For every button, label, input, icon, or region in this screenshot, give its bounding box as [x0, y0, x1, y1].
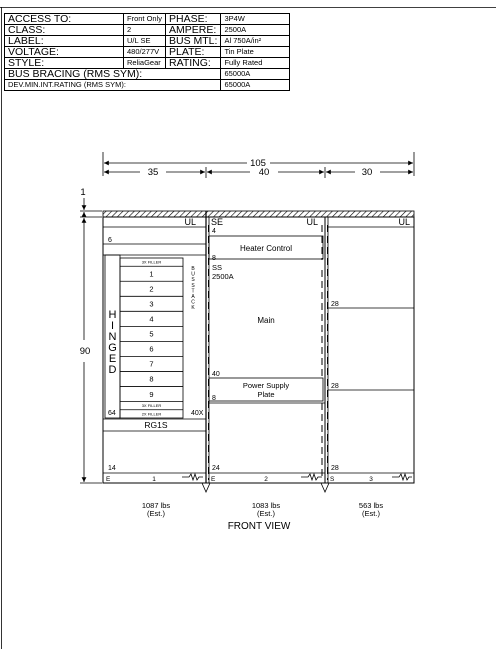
section-1 [103, 217, 206, 483]
busmtl-label: BUS MTL: [166, 36, 221, 47]
breaker-stack [120, 258, 183, 418]
hinged-label: H I N G E D [108, 309, 117, 376]
section-3-bottom-letter: S [330, 476, 335, 483]
section-2-number-40: 40 [212, 371, 220, 378]
base-marker-icon [321, 483, 329, 492]
ampere-label: AMPERE: [166, 25, 221, 36]
phase-value: 3P4W [221, 14, 290, 25]
section-2-number-8-top: 8 [212, 255, 216, 262]
section-1-bottom-letter: E [106, 476, 111, 483]
stack-row-label: 9 [149, 389, 154, 399]
power-supply-label: Power Supply [242, 381, 290, 390]
base-marker-icon [202, 483, 210, 492]
bus-stack-label: B U S S T A C K [191, 266, 195, 312]
busmtl-value: Al 750A/in² [221, 36, 290, 47]
label-value: U/L SE [124, 36, 166, 47]
stack-row-label: 2 [149, 284, 154, 294]
section-3 [328, 217, 415, 483]
section-width-3: 30 [361, 167, 373, 178]
devmin-value: 65000A [221, 80, 290, 91]
section-1-lower-right-number: 40X [191, 410, 204, 417]
top-clearance-label: 1 [80, 187, 86, 198]
section-3-bottom-number: 28 [331, 465, 339, 472]
section-1-ul-label: UL [184, 217, 196, 227]
ground-symbol-icon [301, 474, 322, 480]
section-2-bottom-number: 24 [212, 465, 220, 472]
voltage-label: VOLTAGE: [5, 47, 124, 58]
dimension-top-clearance [80, 187, 102, 217]
heater-control-label: Heater Control [239, 244, 293, 253]
ss-amp-label: 2500A [212, 272, 234, 281]
style-value: ReliaGear [124, 58, 166, 69]
section-1-number: 1 [152, 476, 156, 483]
ground-symbol-icon [182, 474, 203, 480]
hinged-door [105, 255, 120, 418]
plate-label: PLATE: [166, 47, 221, 58]
class-label: CLASS: [5, 25, 124, 36]
stack-row-label: 6 [149, 344, 154, 354]
section-1-bottom-number: 14 [108, 465, 116, 472]
section-2-weight-note: (Est.) [257, 509, 275, 518]
label-label: LABEL: [5, 36, 124, 47]
section-2-number: 2 [264, 476, 268, 483]
power-supply-plate-label: Plate [257, 390, 275, 399]
base-markers [202, 483, 329, 492]
ampere-value: 2500A [221, 25, 290, 36]
section-1-weight-note: (Est.) [147, 509, 165, 518]
bracing-value: 65000A [221, 69, 290, 80]
class-value: 2 [124, 25, 166, 36]
ss-label: SS [212, 263, 223, 272]
section-3-weight: 563 lbs [358, 501, 384, 510]
access-label: ACCESS TO: [5, 14, 124, 25]
access-value: Front Only [124, 14, 166, 25]
main-label: Main [257, 316, 275, 325]
section-1-top-number: 6 [108, 237, 112, 244]
front-view-title: FRONT VIEW [227, 521, 291, 532]
height-label: 90 [79, 346, 91, 357]
section-width-2: 40 [258, 167, 270, 178]
section-2-top-number: 4 [212, 228, 216, 235]
rg-label: RG1S [144, 420, 168, 430]
overall-width-label: 105 [250, 158, 266, 169]
stack-row-label: 8 [149, 374, 154, 384]
section-2-se-label: SE [211, 217, 224, 227]
weights [142, 501, 384, 518]
stack-row-label: 7 [149, 359, 154, 369]
ground-symbol-icon [392, 474, 412, 480]
rating-value: Fully Rated [221, 58, 290, 69]
stack-row-label: 3 [149, 299, 154, 309]
style-label: STYLE: [5, 58, 124, 69]
section-2-number-8-bottom: 8 [212, 395, 216, 402]
top-bus-hatch [103, 211, 414, 217]
section-2-bottom-letter: E [211, 476, 216, 483]
section-1-weight: 1087 lbs [141, 501, 171, 510]
rating-label: RATING: [166, 58, 221, 69]
section-2 [209, 217, 326, 483]
dimension-section-widths [104, 167, 413, 178]
section-3-weight-note: (Est.) [362, 509, 380, 518]
section-3-number: 3 [369, 476, 373, 483]
stack-row-label: 1 [149, 269, 154, 279]
section-2-weight: 1083 lbs [251, 501, 281, 510]
devmin-label: DEV.MIN.INT.RATING (RMS SYM): [5, 80, 221, 91]
section-3-number-28-b: 28 [331, 383, 339, 390]
bracing-label: BUS BRACING (RMS SYM): [5, 69, 221, 80]
dimension-height [80, 218, 102, 483]
stack-row-label: 3X FILLER [141, 403, 162, 409]
section-3-number-28-a: 28 [331, 301, 339, 308]
phase-label: PHASE: [166, 14, 221, 25]
section-3-ul-label: UL [398, 217, 410, 227]
plate-value: Tin Plate [221, 47, 290, 58]
stack-row-label: 5 [149, 329, 154, 339]
section-1-lower-left-number: 64 [108, 410, 116, 417]
stack-row-label: 4 [149, 314, 154, 324]
section-width-1: 35 [147, 167, 159, 178]
section-2-ul-label: UL [306, 217, 318, 227]
stack-row-label: 3X FILLER [141, 259, 162, 265]
stack-row-label: 2X FILLER [141, 411, 162, 417]
voltage-value: 480/277V [124, 47, 166, 58]
